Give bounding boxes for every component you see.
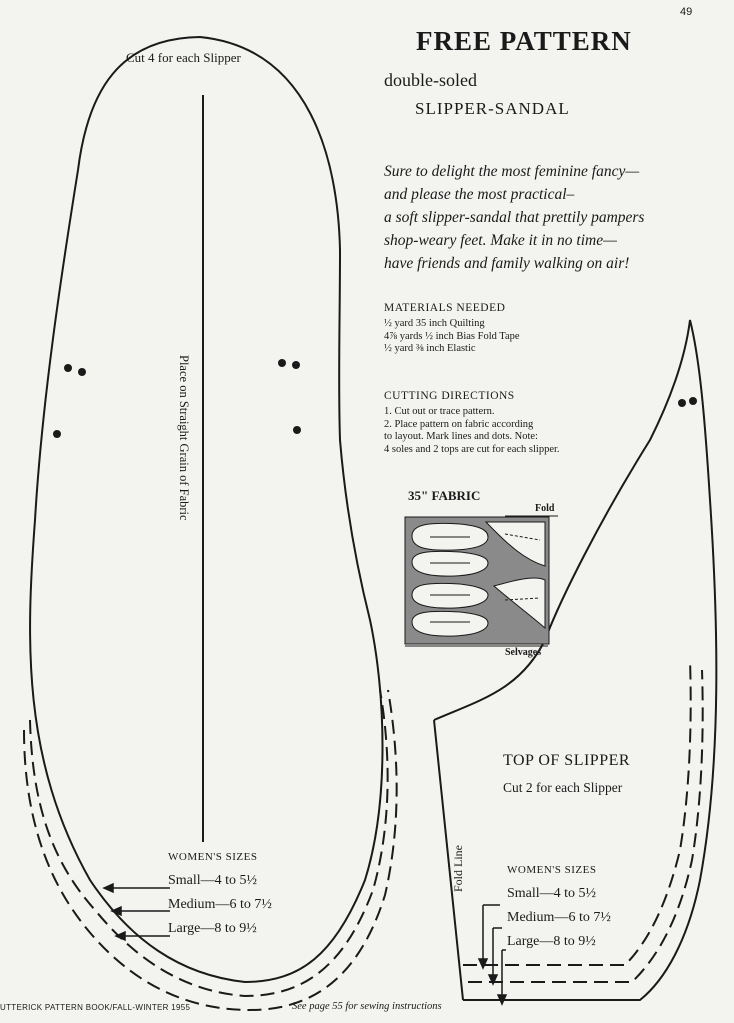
intro-line: and please the most practical– (384, 186, 575, 203)
cutting-line: 4 soles and 2 tops are cut for each slipper. (384, 443, 560, 455)
sole-size-large-line (24, 690, 397, 1010)
materials-heading: MATERIALS NEEDED (384, 302, 506, 314)
intro-line: Sure to delight the most feminine fancy— (384, 163, 640, 180)
top-sizes-heading: WOMEN'S SIZES (507, 864, 597, 876)
materials-item: ½ yard 35 inch Quilting (384, 318, 485, 329)
cutting-line: to layout. Mark lines and dots. Note: (384, 431, 538, 442)
intro-line: a soft slipper-sandal that prettily pampers (384, 209, 645, 226)
fold-line-label: Fold Line (451, 845, 465, 892)
marking-dot (53, 430, 61, 438)
top-size-small: Small—4 to 5½ (507, 886, 597, 901)
sole-size-medium-line (30, 690, 388, 996)
sole-outline (30, 37, 382, 982)
cutting-line: 2. Place pattern on fabric according (384, 418, 534, 430)
top-cut-label: Cut 2 for each Slipper (503, 780, 623, 795)
materials-item: 4⅞ yards ½ inch Bias Fold Tape (384, 330, 520, 342)
fabric-layout-diagram (405, 516, 558, 646)
sole-cut-label: Cut 4 for each Slipper (126, 50, 241, 65)
footer-publication: UTTERICK PATTERN BOOK/FALL-WINTER 1955 (0, 1003, 191, 1012)
grain-label: Place on Straight Grain of Fabric (177, 355, 191, 521)
marking-dot (278, 359, 286, 367)
marking-dot (689, 397, 697, 405)
fold-label: Fold (535, 503, 555, 514)
cutting-line: 1. Cut out or trace pattern. (384, 406, 495, 417)
marking-dot (78, 368, 86, 376)
marking-dot (678, 399, 686, 407)
sole-size-medium: Medium—6 to 7½ (168, 897, 272, 912)
sole-size-small: Small—4 to 5½ (168, 873, 258, 888)
marking-dot (293, 426, 301, 434)
fabric-width-label: 35" FABRIC (408, 488, 481, 503)
selvages-label: Selvages (505, 647, 542, 658)
marking-dot (64, 364, 72, 372)
page-title: FREE PATTERN (416, 26, 632, 56)
top-size-arrows (479, 905, 506, 1004)
intro-paragraph (384, 160, 704, 275)
top-size-medium: Medium—6 to 7½ (507, 910, 611, 925)
intro-line: have friends and family walking on air! (384, 255, 630, 272)
marking-dot (292, 361, 300, 369)
footer-instructions: See page 55 for sewing instructions (292, 1001, 442, 1012)
top-size-large: Large—8 to 9½ (507, 934, 596, 949)
subtitle-line2: SLIPPER-SANDAL (415, 99, 570, 118)
intro-line: shop-weary feet. Make it in no time— (384, 232, 617, 249)
cutting-section (384, 390, 560, 456)
sole-size-large: Large—8 to 9½ (168, 921, 257, 936)
sole-sizes-heading: WOMEN'S SIZES (168, 851, 258, 863)
materials-section (384, 302, 520, 356)
top-pattern-title: TOP OF SLIPPER (503, 752, 631, 769)
page-number: 49 (680, 6, 693, 18)
materials-item: ½ yard ⅜ inch Elastic (384, 343, 476, 354)
cutting-heading: CUTTING DIRECTIONS (384, 390, 515, 402)
subtitle-line1: double-soled (384, 70, 477, 90)
